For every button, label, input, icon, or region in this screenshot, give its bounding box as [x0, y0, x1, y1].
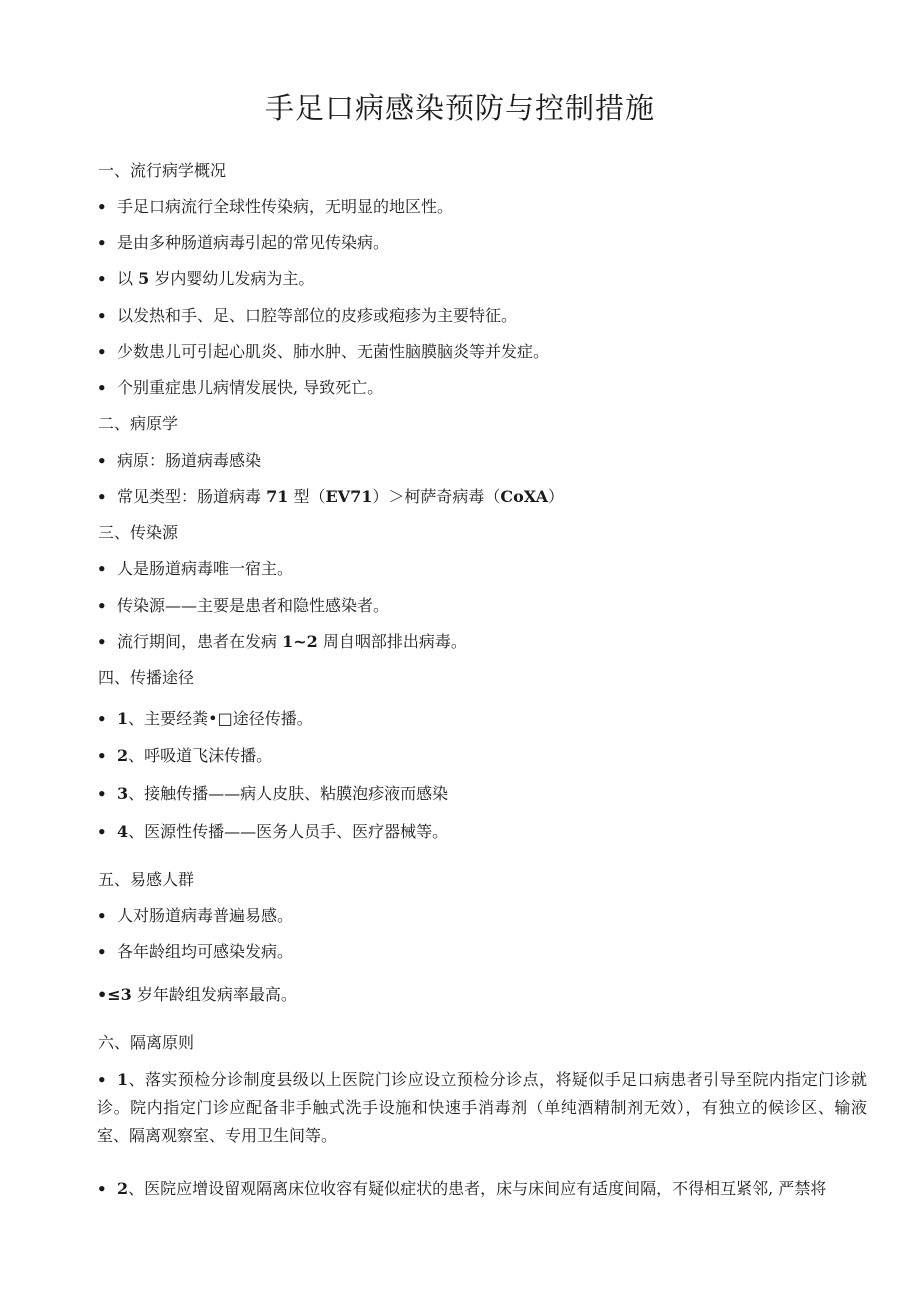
list-item: • 个别重症患儿病情发展快, 导致死亡。 [97, 378, 384, 397]
bullet-icon: • [97, 234, 107, 252]
paragraph-1: • 1、落实预检分诊制度县级以上医院门诊应设立预检分诊点，将疑似手足口病患者引导至院内指定门诊就诊。院内指定门诊应配备非手触式洗手设施和快速手消毒剂（单纯酒精制剂无效），有独立的候诊区、输液室、隔离观察室、专用卫生间等。 [97, 1066, 867, 1150]
list-item: • 4、医源性传播——医务人员手、医疗器械等。 [97, 822, 449, 841]
bullet-icon: • [97, 907, 107, 925]
bullet-icon: • [97, 1180, 107, 1198]
bullet-icon: • [97, 1071, 107, 1089]
list-item: • 人是肠道病毒唯一宿主。 [97, 559, 294, 578]
list-item: • 以 5 岁内婴幼儿发病为主。 [97, 269, 315, 288]
bullet-icon: • [97, 452, 107, 470]
section-heading-3: 三、传染源 [98, 523, 179, 542]
list-item: • 是由多种肠道病毒引起的常见传染病。 [97, 233, 390, 252]
list-item: • 1、主要经粪•□途径传播。 [97, 709, 313, 728]
list-item: • 病原：肠道病毒感染 [97, 451, 262, 470]
bullet-icon: • [97, 488, 107, 506]
list-item: •≤3 岁年龄组发病率最高。 [97, 985, 297, 1004]
paragraph-2: • 2、医院应增设留观隔离床位收容有疑似症状的患者，床与床间应有适度间隔，不得相互紧邻, 严禁将 [97, 1175, 867, 1203]
section-heading-2: 二、病原学 [98, 414, 179, 433]
bullet-icon: • [97, 943, 107, 961]
list-item: • 少数患儿可引起心肌炎、肺水肿、无菌性脑膜脑炎等并发症。 [97, 342, 550, 361]
bullet-icon: • [97, 198, 107, 216]
list-item: • 3、接触传播——病人皮肤、粘膜泡疹液而感染 [97, 784, 449, 803]
bullet-icon: • [97, 633, 107, 651]
list-item: • 2、呼吸道飞沫传播。 [97, 746, 273, 765]
list-item: • 以发热和手、足、口腔等部位的皮疹或疱疹为主要特征。 [97, 306, 518, 325]
section-heading-5: 五、易感人群 [98, 870, 195, 889]
bullet-icon: • [97, 710, 107, 728]
section-heading-4: 四、传播途径 [98, 668, 195, 687]
list-item: • 流行期间，患者在发病 1~2 周自咽部排出病毒。 [97, 632, 467, 651]
list-item: • 常见类型：肠道病毒 71 型（EV71）＞柯萨奇病毒（CoXA） [97, 487, 565, 506]
bullet-icon: • [97, 785, 107, 803]
page-title: 手足口病感染预防与控制措施 [264, 91, 655, 125]
bullet-icon: • [97, 747, 107, 765]
section-heading-1: 一、流行病学概况 [98, 161, 227, 180]
bullet-icon: • [97, 560, 107, 578]
bullet-icon: • [97, 343, 107, 361]
list-item: • 人对肠道病毒普遍易感。 [97, 906, 294, 925]
list-item: • 传染源——主要是患者和隐性感染者。 [97, 596, 390, 615]
list-item: • 手足口病流行全球性传染病，无明显的地区性。 [97, 197, 454, 216]
bullet-icon: • [97, 823, 107, 841]
list-item: • 各年龄组均可感染发病。 [97, 942, 294, 961]
bullet-icon: • [97, 307, 107, 325]
bullet-icon: • [97, 270, 107, 288]
section-heading-6: 六、隔离原则 [98, 1033, 195, 1052]
bullet-icon: • [97, 379, 107, 397]
bullet-icon: • [97, 597, 107, 615]
